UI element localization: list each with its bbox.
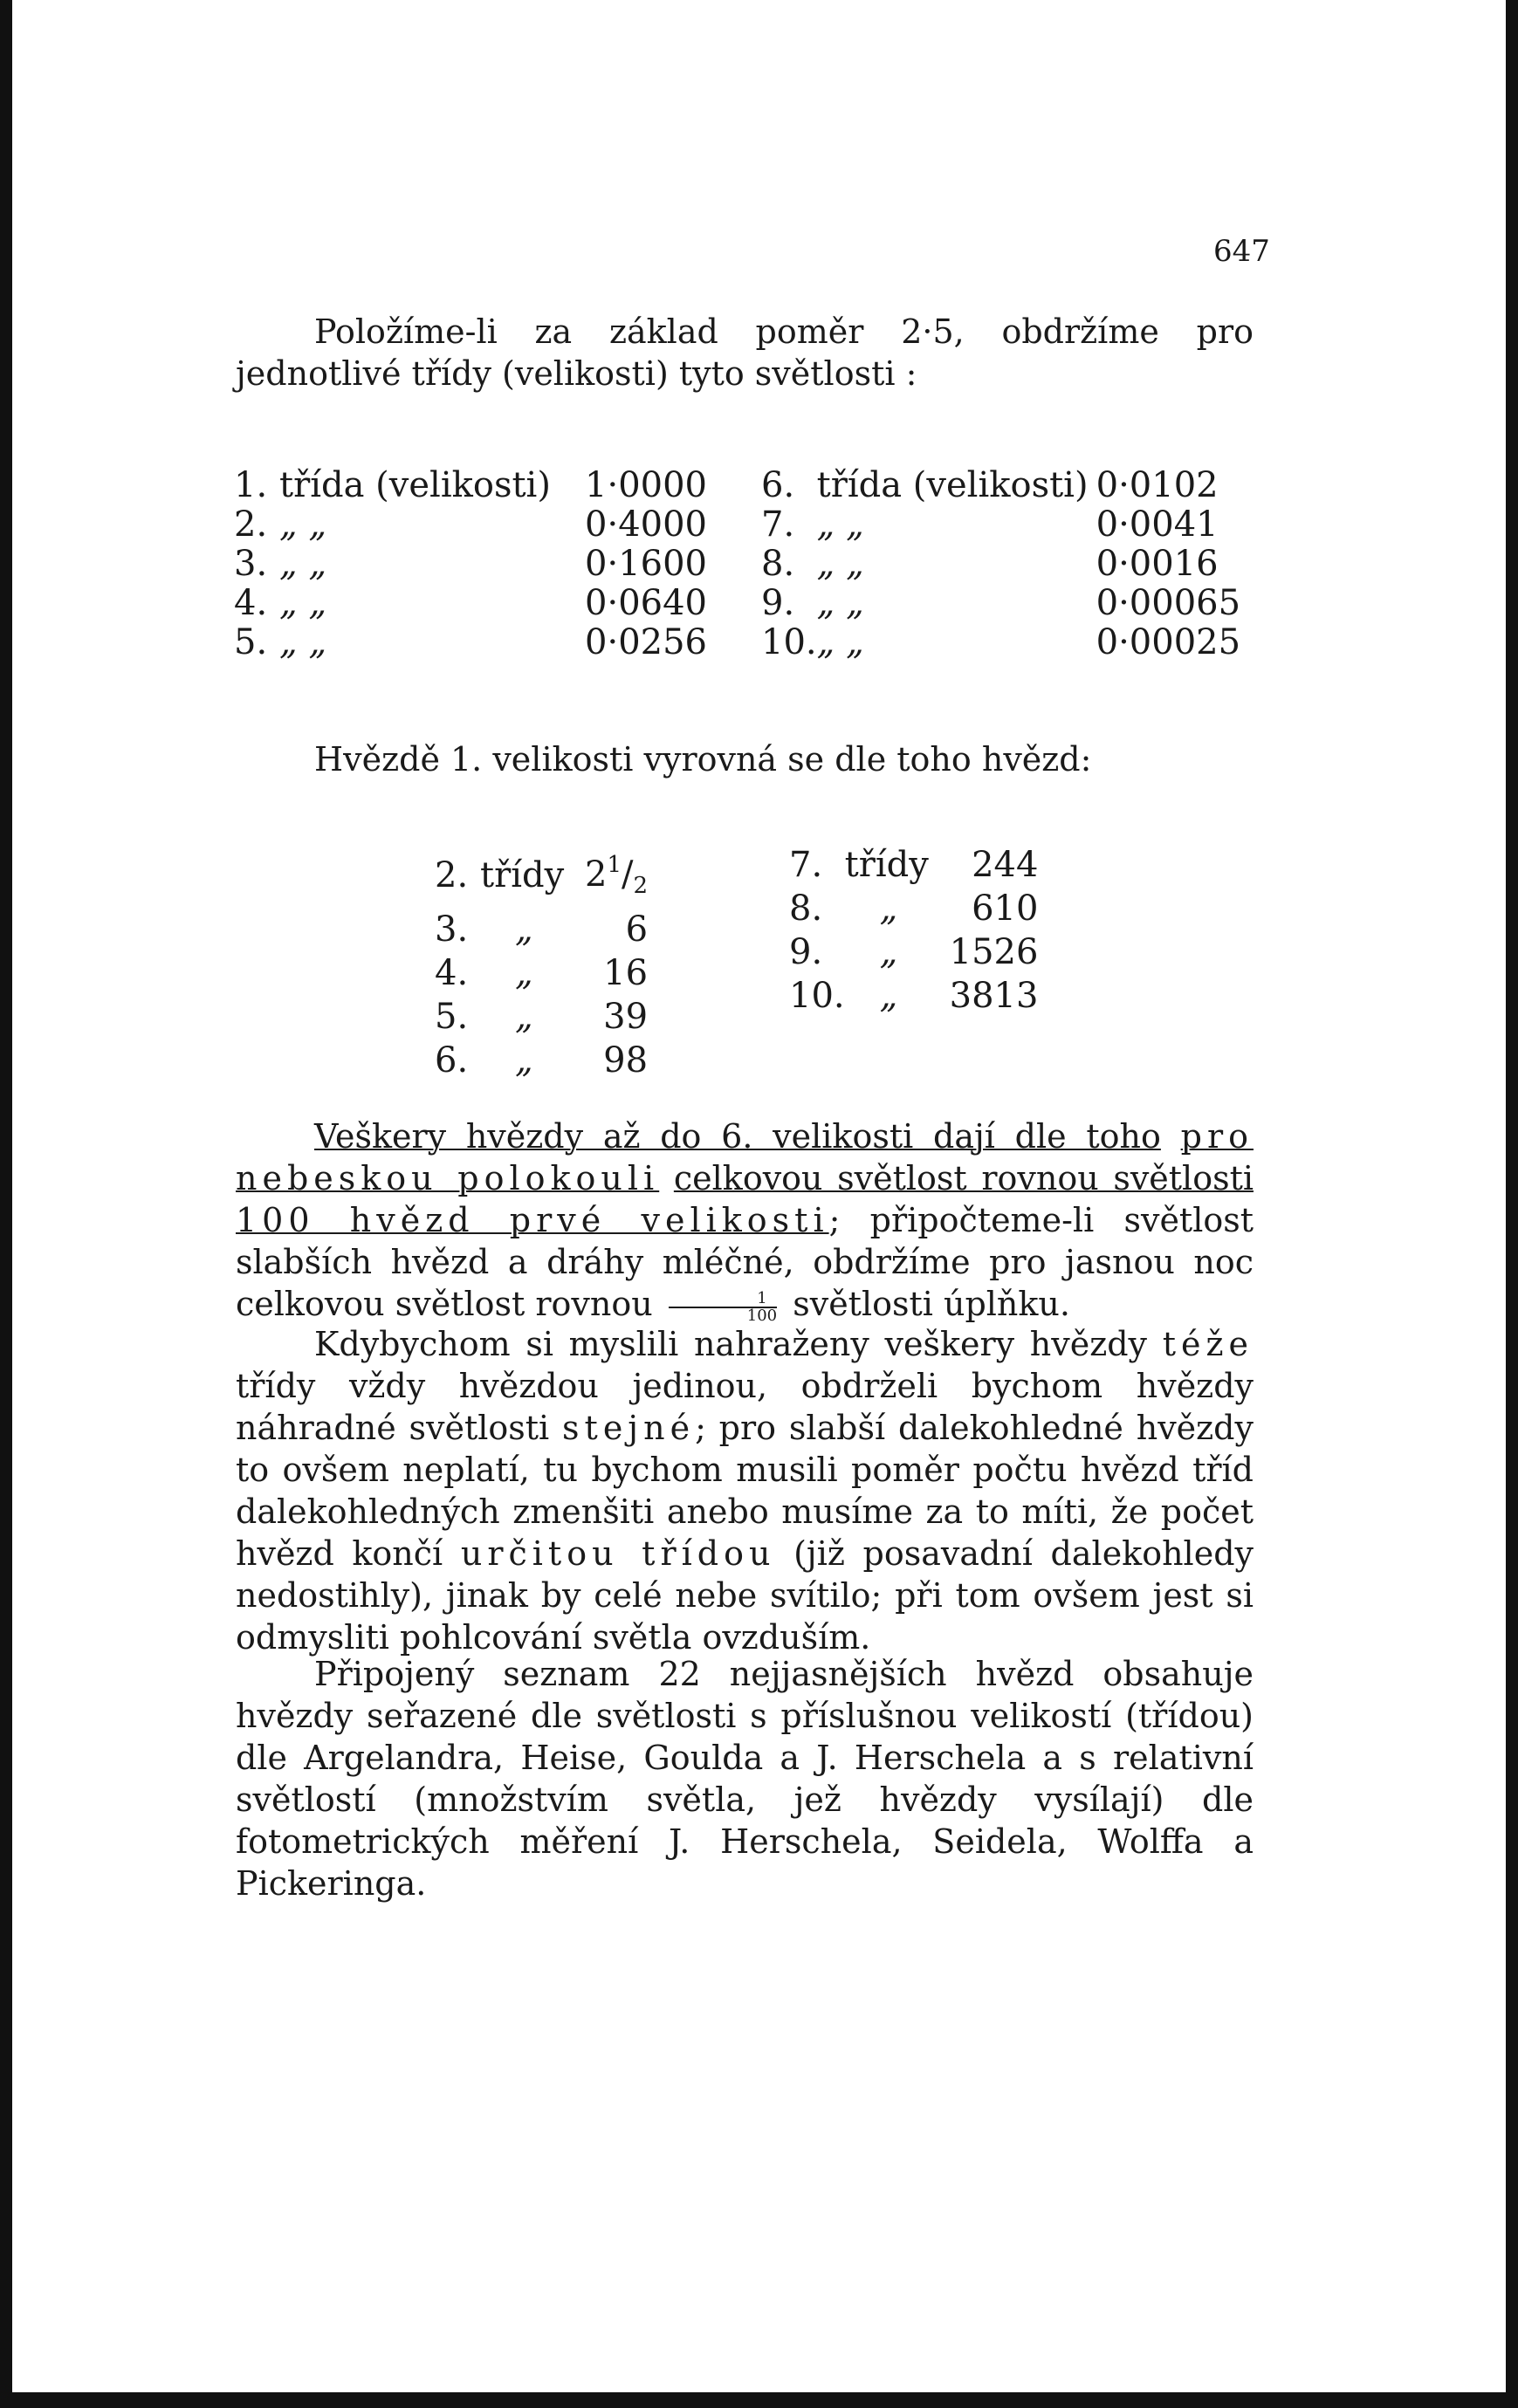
fraction-slash: / (622, 854, 634, 895)
class-number: 8. (761, 544, 795, 584)
table-row (234, 584, 707, 623)
emphasis-spaced: pro nebeskou polokouli (236, 1117, 1254, 1197)
paragraph-replacement-stars (236, 1323, 1254, 1658)
class-number: 4. (435, 953, 469, 993)
emphasis-spaced: 100 hvězd prvé velikosti (236, 1201, 829, 1239)
ditto-mark: „ (515, 997, 533, 1037)
scan-edge-left (0, 0, 12, 2408)
class-number: 3. (435, 909, 469, 950)
class-number: 2. (435, 855, 469, 895)
emphasis-spaced: téže (1162, 1325, 1254, 1363)
emphasis-spaced: stejné (562, 1409, 696, 1447)
class-number: 7. (789, 845, 823, 885)
class-number: 10. (761, 622, 817, 662)
table-row (761, 466, 1240, 505)
scan-edge-right (1506, 0, 1518, 2408)
fraction-top: 1 (669, 1291, 777, 1308)
heading-equivalence: Hvězdě 1. velikosti vyrovná se dle toho hvězd: (314, 740, 1092, 779)
class-number: 4. (234, 583, 268, 623)
table-row (435, 843, 648, 908)
star-count: 1526 (949, 932, 1039, 972)
ditto-mark: „ „ (816, 504, 864, 545)
ditto-mark: „ (879, 976, 898, 1016)
paragraph-total-light (236, 1115, 1254, 1325)
luminosity-value: 0·0640 (585, 583, 707, 623)
table-row (761, 545, 1240, 584)
ditto-mark: „ (515, 953, 533, 993)
text-run: ; pro slabší dalekohledné hvězdy to ovšem neplatí, tu bychom musili poměr počtu hvězd tříd dalekohledných zmenšiti anebo musíme za to míti, že počet hvězd končí (236, 1409, 1254, 1573)
luminosity-value: 0·00025 (1096, 622, 1241, 662)
intro-paragraph: Položíme-li za základ poměr 2·5, obdržíme pro jednotlivé třídy (velikosti) tyto světlosti : (236, 312, 1254, 393)
class-number: 2. (234, 504, 268, 545)
table-row (761, 623, 1240, 662)
text-run: celkovou světlost rovnou světlosti (673, 1159, 1254, 1197)
star-count: 610 (972, 888, 1039, 929)
table-row (435, 951, 648, 995)
class-number: 1. (234, 465, 268, 505)
luminosity-value: 0·1600 (585, 544, 707, 584)
star-count: 3813 (949, 976, 1039, 1016)
fraction-bottom: 100 (746, 1306, 778, 1325)
class-number: 10. (789, 976, 845, 1016)
class-number: 8. (789, 888, 823, 929)
luminosity-value: 0·0016 (1096, 544, 1219, 584)
luminosity-value: 0·00065 (1096, 583, 1241, 623)
text-run: Kdybychom si myslili nahraženy veškery hvězdy (314, 1325, 1148, 1363)
star-count: 39 (603, 997, 649, 1037)
star-count (585, 843, 648, 908)
class-label: třída (velikosti) (816, 465, 1089, 505)
class-number: 9. (789, 932, 823, 972)
ditto-mark: „ „ (816, 544, 864, 584)
luminosity-table-right (761, 466, 1240, 662)
table-row (234, 505, 707, 545)
ditto-mark: „ „ (279, 622, 327, 662)
ditto-mark: „ „ (816, 622, 864, 662)
class-label: třídy (844, 845, 929, 885)
table-row (435, 995, 648, 1039)
table-row (789, 974, 1038, 1018)
luminosity-value: 0·4000 (585, 504, 707, 545)
ditto-mark: „ (515, 909, 533, 950)
luminosity-value: 1·0000 (585, 465, 707, 505)
scan-edge-bottom (0, 2392, 1518, 2408)
star-count: 6 (625, 909, 649, 950)
ditto-mark: „ „ (279, 504, 327, 545)
class-number: 9. (761, 583, 795, 623)
ditto-mark: „ „ (279, 583, 327, 623)
fraction (669, 1288, 778, 1325)
fraction-numerator: 1 (607, 852, 622, 878)
emphasis-spaced: určitou třídou (460, 1534, 776, 1573)
paragraph-star-list: Připojený seznam 22 nejjasnějších hvězd obsahuje hvězdy seřazené dle světlosti s příslušnou velikostí (třídou) dle Argelandra, Heise, Goulda a J. Herschela a s relativní světlostí (množstvím světla, jež hvězdy vysílají) dle fotometrických měření J. Herschela, Seidela, Wolffa a Pickeringa. (236, 1655, 1254, 1903)
class-number: 3. (234, 544, 268, 584)
equivalence-table-right (789, 843, 1038, 1018)
class-number: 6. (435, 1040, 469, 1081)
whole-part: 2 (585, 854, 608, 895)
text-run: světlosti úplňku. (793, 1285, 1070, 1323)
ditto-mark: „ „ (816, 583, 864, 623)
star-count: 98 (603, 1040, 649, 1081)
text-run: (již posavadní dalekohledy nedostihly), jinak by celé nebe svítilo; při tom ovšem jest si odmysliti pohlcování světla ovzduším. (236, 1534, 1254, 1657)
ditto-mark: „ (515, 1040, 533, 1081)
luminosity-value: 0·0041 (1096, 504, 1219, 545)
table-row (234, 545, 707, 584)
ditto-mark: „ „ (279, 544, 327, 584)
table-row (761, 584, 1240, 623)
text-run: Veškery hvězdy až do 6. velikosti dají dle toho (314, 1117, 1161, 1156)
table-row (234, 623, 707, 662)
class-label: třídy (480, 855, 565, 895)
text-run: ; připočteme-li světlost slabších hvězd a dráhy mléčné, obdržíme pro jasnou noc celkovou světlost rovnou (236, 1201, 1254, 1323)
table-row (234, 466, 707, 505)
class-label: třída (velikosti) (279, 465, 551, 505)
table-row (789, 843, 1038, 887)
page-number: 647 (1213, 234, 1270, 269)
fraction-denominator: 2 (633, 873, 649, 899)
table-row (435, 1039, 648, 1082)
class-number: 5. (234, 622, 268, 662)
class-number: 6. (761, 465, 795, 505)
class-number: 5. (435, 997, 469, 1037)
class-number: 7. (761, 504, 795, 545)
star-count: 244 (972, 845, 1039, 885)
equivalence-table-left (435, 843, 648, 1082)
star-count: 16 (603, 953, 649, 993)
ditto-mark: „ (879, 932, 898, 972)
ditto-mark: „ (879, 888, 898, 929)
table-row (761, 505, 1240, 545)
luminosity-table-left (234, 466, 707, 662)
luminosity-value: 0·0256 (585, 622, 707, 662)
table-row (789, 930, 1038, 974)
table-row (435, 908, 648, 951)
table-row (789, 887, 1038, 930)
luminosity-value: 0·0102 (1096, 465, 1219, 505)
text-run: třídy vždy hvězdou jedinou, obdrželi bychom hvězdy náhradné světlosti (236, 1367, 1254, 1447)
